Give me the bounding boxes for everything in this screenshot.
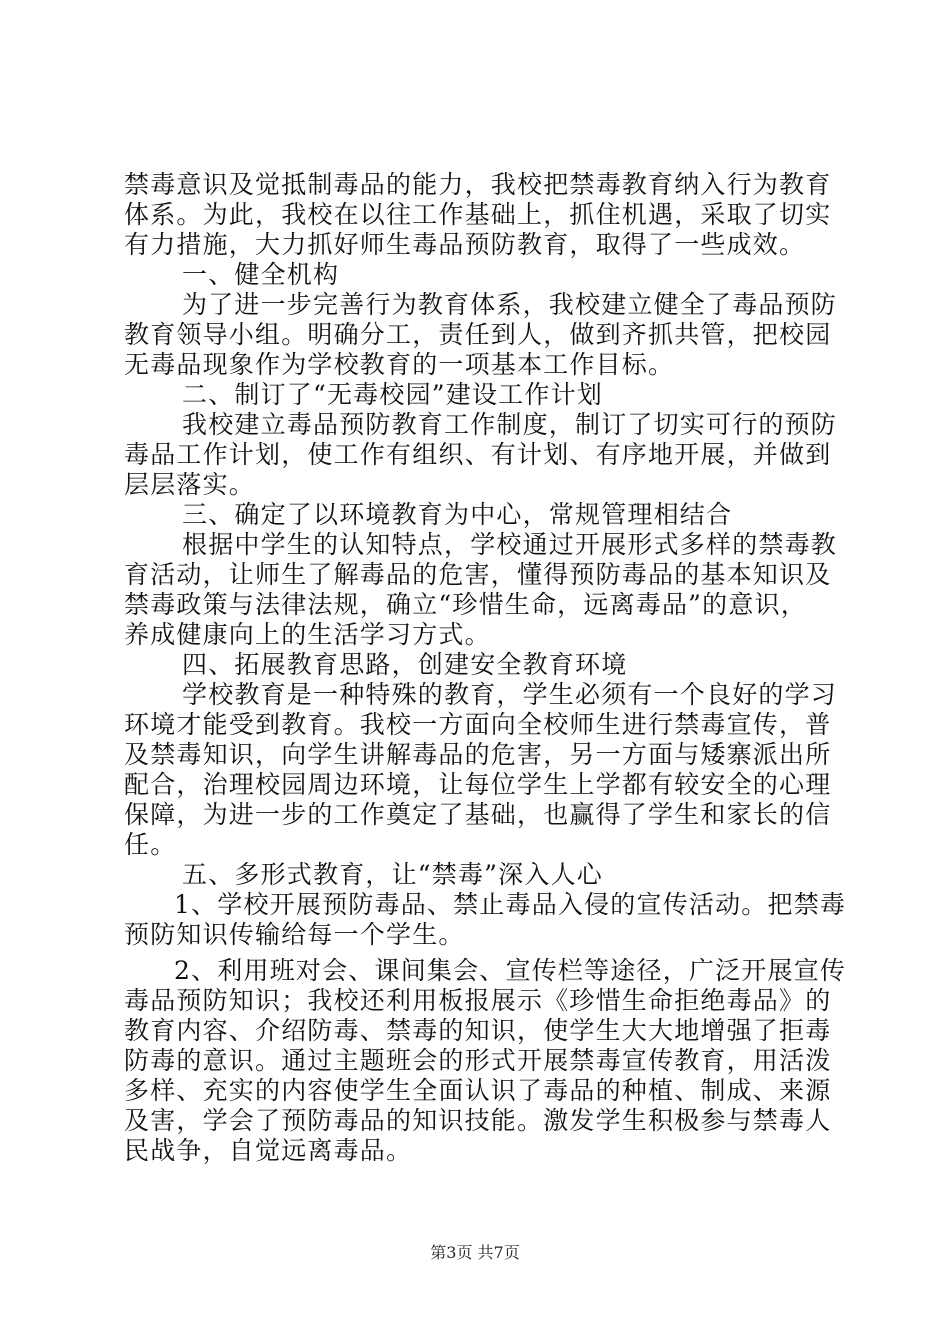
paragraph-line: 为了进一步完善行为教育体系，我校建立健全了毒品预防 [182, 290, 838, 319]
paragraph-line: 毒品预防知识；我校还利用板报展示《珍惜生命拒绝毒品》的 [124, 986, 832, 1015]
paragraph-line: 我校建立毒品预防教育工作制度，制订了切实可行的预防 [182, 410, 838, 439]
paragraph-line: 2、利用班对会、课间集会、宣传栏等途径，广泛开展宣传 [174, 956, 847, 985]
paragraph-line: 有力措施，大力抓好师生毒品预防教育，取得了一些成效。 [124, 230, 806, 259]
document-body [124, 170, 847, 1166]
paragraph-line: 学校教育是一种特殊的教育，学生必须有一个良好的学习 [182, 680, 838, 709]
paragraph-line: 配合，治理校园周边环境，让每位学生上学都有较安全的心理 [124, 770, 832, 799]
paragraph-line: 禁毒政策与法律法规，确立“珍惜生命，远离毒品”的意识， [124, 590, 807, 619]
paragraph-line: 体系。为此，我校在以往工作基础上，抓住机遇，采取了切实 [124, 200, 832, 229]
paragraph-line: 多样、充实的内容使学生全面认识了毒品的种植、制成、来源 [124, 1076, 832, 1105]
paragraph-line: 教育领导小组。明确分工，责任到人，做到齐抓共管，把校园 [124, 320, 832, 349]
paragraph-line: 防毒的意识。通过主题班会的形式开展禁毒宣传教育，用活泼 [124, 1046, 832, 1075]
paragraph-line: 及害，学会了预防毒品的知识技能。激发学生积极参与禁毒人 [124, 1106, 832, 1135]
paragraph-line: 无毒品现象作为学校教育的一项基本工作目标。 [124, 350, 675, 379]
section-heading: 四、拓展教育思路，创建安全教育环境 [182, 650, 628, 679]
paragraph-line: 禁毒意识及觉抵制毒品的能力，我校把禁毒教育纳入行为教育 [124, 170, 832, 199]
paragraph-line: 养成健康向上的生活学习方式。 [124, 620, 491, 649]
paragraph-line: 任。 [124, 830, 177, 859]
paragraph-line: 毒品工作计划，使工作有组织、有计划、有序地开展，并做到 [124, 440, 832, 469]
paragraph-line: 教育内容、介绍防毒、禁毒的知识，使学生大大地增强了拒毒 [124, 1016, 832, 1045]
section-heading: 二、制订了“无毒校园”建设工作计划 [182, 380, 603, 409]
paragraph-line: 及禁毒知识，向学生讲解毒品的危害，另一方面与矮寨派出所 [124, 740, 832, 769]
section-heading: 三、确定了以环境教育为中心，常规管理相结合 [182, 500, 733, 529]
paragraph-line: 1、学校开展预防毒品、禁止毒品入侵的宣传活动。把禁毒 [174, 890, 847, 919]
section-heading: 一、健全机构 [182, 260, 340, 289]
paragraph-line: 环境才能受到教育。我校一方面向全校师生进行禁毒宣传，普 [124, 710, 832, 739]
paragraph-line: 育活动，让师生了解毒品的危害，懂得预防毒品的基本知识及 [124, 560, 832, 589]
section-heading: 五、多形式教育，让“禁毒”深入人心 [182, 860, 603, 889]
paragraph-line: 根据中学生的认知特点，学校通过开展形式多样的禁毒教 [182, 530, 838, 559]
paragraph-line: 保障，为进一步的工作奠定了基础，也赢得了学生和家长的信 [124, 800, 832, 829]
page-number-footer: 第3页 共7页 [430, 1243, 520, 1262]
paragraph-line: 层层落实。 [124, 470, 256, 499]
paragraph-line: 预防知识传输给每一个学生。 [124, 920, 465, 949]
paragraph-line: 民战争，自觉远离毒品。 [124, 1136, 413, 1165]
